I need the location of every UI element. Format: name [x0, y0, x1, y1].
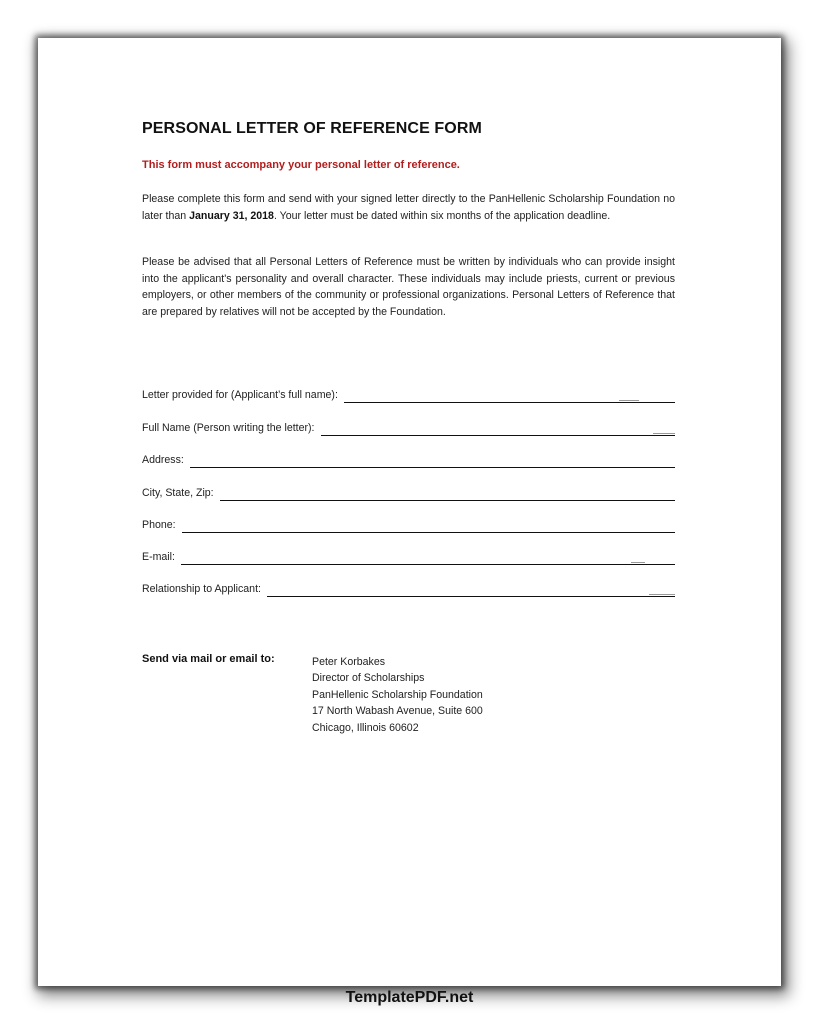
field-label: Full Name (Person writing the letter):	[142, 422, 315, 434]
mailing-address	[312, 654, 483, 736]
send-label: Send via mail or email to:	[142, 653, 275, 665]
field-label: Letter provided for (Applicant’s full name):	[142, 389, 338, 401]
field-label: Phone:	[142, 519, 176, 531]
instructions-text-end: . Your letter must be dated within six months of the application deadline.	[273, 209, 611, 222]
form-notice: This form must accompany your personal letter of reference.	[142, 159, 460, 171]
instructions-text-start: Please complete this form and send with your signed letter directly to the PanHellenic Scholarship Foundation no later than	[142, 193, 675, 222]
city-state-zip-input-line[interactable]	[220, 486, 675, 501]
address-input-line[interactable]	[190, 453, 675, 468]
field-label: Address:	[142, 454, 184, 466]
relationship-input-line[interactable]	[267, 582, 675, 597]
field-relationship	[142, 579, 675, 597]
advisory-paragraph: Please be advised that all Personal Letters of Reference must be written by individuals who can provide insight into the applicant's personality and overall character. These individuals may include priests, current or previous employers, or other members of the community or professional organizations. Personal Letters of Reference that are prepared by relatives will not be accepted by the Foundation.	[142, 256, 675, 318]
address-line: PanHellenic Scholarship Foundation	[312, 688, 483, 701]
address-line: Director of Scholarships	[312, 672, 425, 685]
address-line: Chicago, Illinois 60602	[312, 721, 419, 734]
field-label: City, State, Zip:	[142, 487, 214, 499]
instructions-paragraph	[142, 191, 675, 224]
address-line: Peter Korbakes	[312, 656, 386, 668]
field-phone	[142, 515, 675, 533]
watermark-text: TemplatePDF.net	[345, 989, 474, 1006]
document-page	[38, 38, 781, 986]
field-label: E-mail:	[142, 551, 175, 563]
field-label: Relationship to Applicant:	[142, 583, 261, 595]
address-line: 17 North Wabash Avenue, Suite 600	[312, 705, 483, 718]
phone-input-line[interactable]	[182, 518, 675, 533]
writer-name-input-line[interactable]	[321, 421, 675, 436]
form-title: PERSONAL LETTER OF REFERENCE FORM	[142, 120, 482, 137]
email-input-line[interactable]	[181, 550, 675, 565]
field-email	[142, 547, 675, 565]
field-address	[142, 450, 675, 468]
field-applicant-name	[142, 385, 675, 403]
deadline-date: January 31, 2018	[189, 209, 274, 222]
field-writer-name	[142, 418, 675, 436]
applicant-name-input-line[interactable]	[344, 388, 675, 403]
field-city-state-zip	[142, 483, 675, 501]
